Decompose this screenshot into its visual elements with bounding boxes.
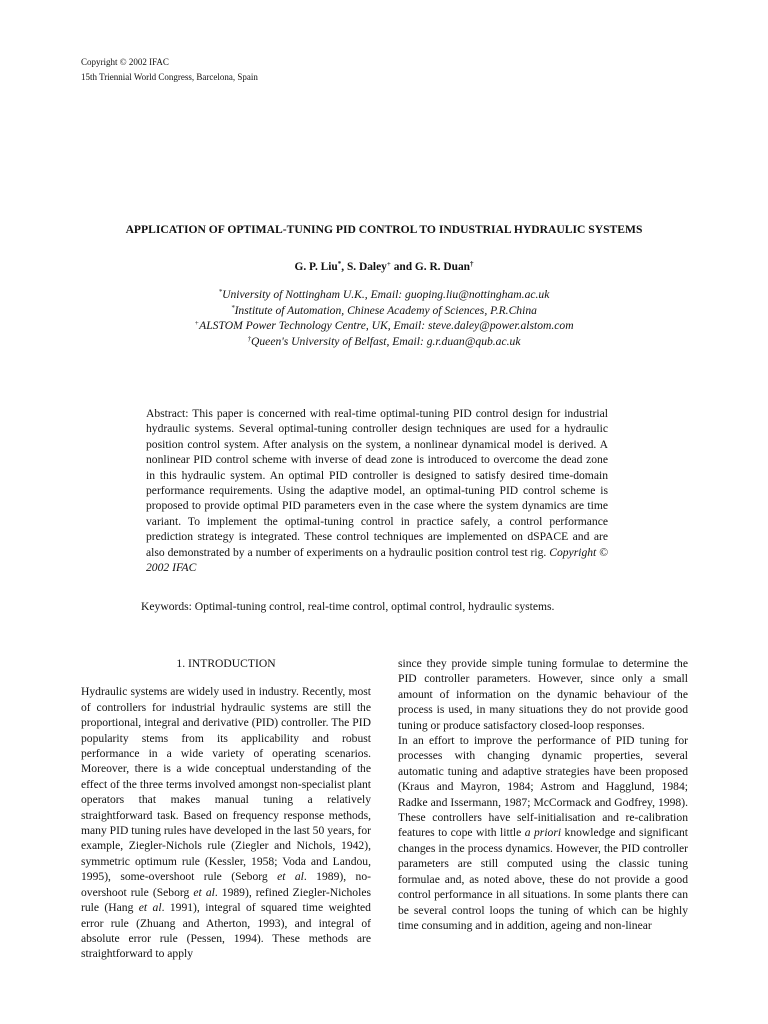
author-name: , S. Daley bbox=[341, 261, 387, 273]
author-name: and G. R. Duan bbox=[390, 261, 470, 273]
affiliation-line bbox=[84, 318, 684, 334]
left-column bbox=[81, 656, 371, 962]
paragraph bbox=[81, 684, 371, 961]
paragraph-text: . 1989), no-overshoot rule (Seborg bbox=[81, 870, 371, 899]
paragraph: since they provide simple tuning formulae to determine the PID controller parameters. However, since only a small amount of information on the dynamic behaviour of the process is used, in many situations they do not provide good tuning or produce satisfactory closed-loop responses. bbox=[398, 657, 688, 732]
paragraph-text: In an effort to improve the performance of PID tuning for processes with changing dynamic properties, several automatic tuning and adaptive strategies have been proposed (Kraus and Mayron, 1984; Astrom and Hagglund, 1984; Radke and Issermann, 1987; McCormack and Godfrey, 1998). These controllers have self-initialisation and re-calibration features to cope with little bbox=[398, 734, 688, 840]
right-column bbox=[398, 656, 688, 933]
paragraph-text: . 1989), refined Ziegler-Nicholes rule (Hang bbox=[81, 885, 371, 915]
et-al: et al bbox=[138, 901, 162, 915]
affiliation-line bbox=[84, 334, 684, 350]
paper-title: APPLICATION OF OPTIMAL-TUNING PID CONTROL TO INDUSTRIAL HYDRAULIC SYSTEMS bbox=[125, 223, 643, 236]
abstract-text: Abstract: This paper is concerned with real-time optimal-tuning PID control design for industrial hydraulic systems. Several optimal-tuning controller design techniques are used for a hydraulic position control system. After analysis on the system, a nonlinear dynamical model is derived. A nonlinear PID control scheme with inverse of dead zone is introduced to overcome the dead zone in this hydraulic system. An optimal PID controller is designed to satisfy desired time-domain performance requirements. Using the adaptive model, an optimal-tuning PID control scheme is proposed to provide optimal PID parameters even in the case where the system dynamics are time variant. To implement the optimal-tuning control in practice safely, a control performance prediction strategy is integrated. These control techniques are implemented on dSPACE and are also demonstrated by a number of experiments on a hydraulic position control test rig. bbox=[146, 407, 608, 559]
affiliation-text: ALSTOM Power Technology Centre, UK, Email: steve.daley@power.alstom.com bbox=[199, 319, 574, 332]
affiliation-text: Institute of Automation, Chinese Academy of Sciences, P.R.China bbox=[234, 303, 537, 317]
affiliation-text: Queen's University of Belfast, Email: g.r.duan@qub.ac.uk bbox=[251, 334, 521, 348]
affiliation-mark: † bbox=[247, 334, 252, 343]
author-mark: + bbox=[386, 260, 391, 268]
copyright-line: Copyright © 2002 IFAC bbox=[81, 57, 169, 67]
paper-authors bbox=[84, 261, 684, 273]
paragraph bbox=[398, 733, 688, 933]
abstract bbox=[146, 406, 608, 575]
et-al: et al bbox=[193, 885, 215, 899]
author-mark: † bbox=[469, 260, 474, 268]
affiliation-mark: * bbox=[231, 303, 235, 312]
abstract-copyright: Copyright © 2002 IFAC bbox=[146, 545, 608, 575]
affiliation-line bbox=[84, 303, 684, 319]
affiliation-mark: + bbox=[194, 319, 200, 327]
author-mark: * bbox=[337, 260, 342, 268]
keywords: Keywords: Optimal-tuning control, real-time control, optimal control, hydraulic systems. bbox=[141, 600, 555, 613]
affiliation-mark: * bbox=[218, 288, 223, 296]
copyright-header bbox=[81, 55, 258, 85]
congress-line: 15th Triennial World Congress, Barcelona, Spain bbox=[81, 72, 258, 82]
author-name: G. P. Liu bbox=[294, 261, 338, 273]
section-heading: 1. INTRODUCTION bbox=[176, 657, 276, 670]
affiliation-line bbox=[84, 287, 684, 303]
a-priori: a priori bbox=[524, 826, 562, 840]
paragraph-text: knowledge and significant changes in the process dynamics. However, the PID controller parameters are still computed using the classic tuning formulae and, as noted above, these do not provide a good control performance in all situations. In some plants there can be several control loops the tuning of which can be highly time consuming and in addition, ageing and non-linear bbox=[398, 826, 688, 932]
affiliation-text: University of Nottingham U.K., Email: guoping.liu@nottingham.ac.uk bbox=[222, 288, 550, 301]
et-al: et al bbox=[277, 870, 304, 884]
paragraph-text: Hydraulic systems are widely used in industry. Recently, most of controllers for industrial hydraulic systems are still the proportional, integral and derivative (PID) controller. The PID popularity stems from its applicability and robust performance in a wide variety of operating scenarios. Moreover, there is a wide conceptual understanding of the effect of the three terms involved amongst non-specialist plant operators that makes manual tuning a relatively straightforward task. Based on frequency response methods, many PID tuning rules have developed in the last 50 years, for example, Ziegler-Nichols rule (Ziegler and Nichols, 1942), symmetric optimum rule (Kessler, 1958; Voda and Landou, 1995), some-overshoot rule (Seborg bbox=[81, 685, 371, 884]
affiliations bbox=[84, 287, 684, 349]
paragraph-text: . 1991), integral of squared time weighted error rule (Zhuang and Atherton, 1993), and integral of absolute error rule (Pessen, 1994). These methods are straightforward to apply bbox=[81, 901, 371, 961]
